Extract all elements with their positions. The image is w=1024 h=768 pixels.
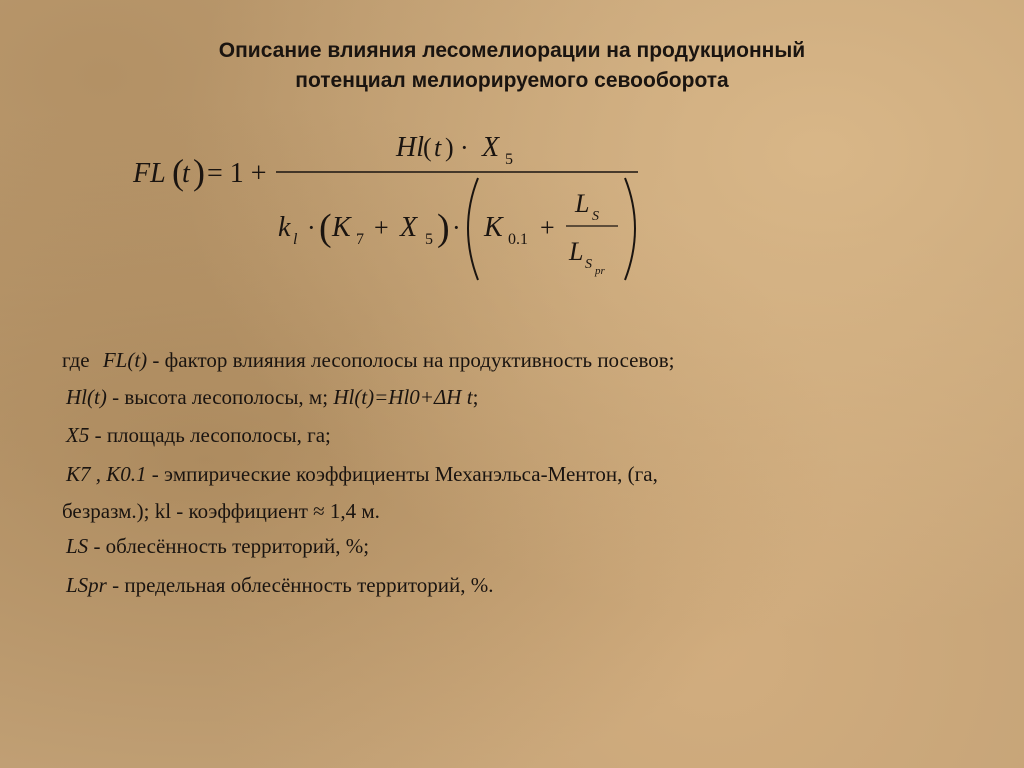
svg-text:): ) (437, 207, 450, 249)
k-description-line2: безразм.); kl - коэффициент ≈ 1,4 м. (62, 499, 380, 523)
formula-numerator (395, 132, 513, 168)
svg-text:L: L (575, 189, 590, 218)
svg-text:): ) (193, 152, 205, 192)
svg-text:+: + (374, 213, 389, 242)
svg-text:·: · (452, 213, 461, 242)
svg-text:S: S (585, 257, 592, 272)
where-word: где (62, 348, 90, 372)
svg-text:FL: FL (133, 158, 166, 189)
svg-text:7: 7 (356, 231, 364, 248)
main-formula (0, 0, 1024, 300)
svg-text:(: ( (423, 133, 432, 162)
legend-hl: Hl(t) - высота лесополосы, м; Hl(t)=Hl0+ΔH t; (66, 385, 479, 409)
svg-text:t: t (182, 158, 190, 189)
ls-symbol: LS (66, 534, 89, 558)
svg-text:·: · (307, 213, 316, 242)
k-symbols: K7 , K0.1 (66, 462, 147, 486)
title-line-2: потенциал мелиорируемого севооборота (295, 69, 729, 92)
svg-text:l: l (293, 231, 298, 248)
svg-text:S: S (592, 209, 599, 224)
svg-text:k: k (278, 212, 291, 243)
fl-symbol: FL(t) (102, 348, 148, 372)
svg-text:L: L (569, 237, 584, 266)
svg-text:X: X (482, 132, 500, 163)
svg-text:(: ( (172, 152, 184, 192)
title-line-1: Описание влияния лесомелиорации на продукционный (218, 39, 806, 62)
hl-formula: Hl(t)=Hl0+ΔH t (333, 385, 473, 409)
legend-x5 (66, 423, 331, 448)
lspr-description: - предельная облесённость территорий, %. (112, 573, 494, 597)
x5-symbol: X5 (66, 423, 90, 447)
svg-text:K: K (332, 212, 351, 243)
legend-k-cont (62, 499, 380, 524)
hl-description: - высота лесополосы, м; (112, 385, 329, 409)
svg-text:= 1 +: = 1 + (207, 158, 267, 189)
ls-description: - облесённость территорий, %; (93, 534, 370, 558)
x5-description: - площадь лесополосы, га; (94, 423, 331, 447)
legend-fl (62, 348, 675, 373)
svg-text:): ) (445, 133, 454, 162)
svg-text:5: 5 (425, 231, 433, 248)
svg-text:K: K (484, 212, 503, 243)
formula-lhs (132, 152, 267, 192)
svg-text:t: t (434, 133, 442, 162)
svg-text:X: X (400, 212, 418, 243)
svg-text:pr: pr (595, 265, 605, 277)
legend-k (66, 462, 658, 487)
legend-ls (66, 534, 369, 559)
legend-lspr (66, 573, 493, 598)
lspr-symbol: LSpr (66, 573, 107, 597)
svg-text:(: ( (319, 207, 332, 249)
svg-text:·: · (460, 133, 469, 162)
formula-denominator (278, 178, 635, 280)
svg-text:0.1: 0.1 (508, 231, 528, 248)
svg-text:+: + (540, 213, 555, 242)
svg-text:5: 5 (505, 151, 513, 168)
svg-text:Hl: Hl (396, 132, 424, 163)
fl-description: - фактор влияния лесополосы на продуктивность посевов; (152, 348, 675, 372)
k-description-line1: - эмпирические коэффициенты Механэльса-Ментон, (га, (151, 462, 658, 486)
hl-symbol: Hl(t) (66, 385, 107, 409)
